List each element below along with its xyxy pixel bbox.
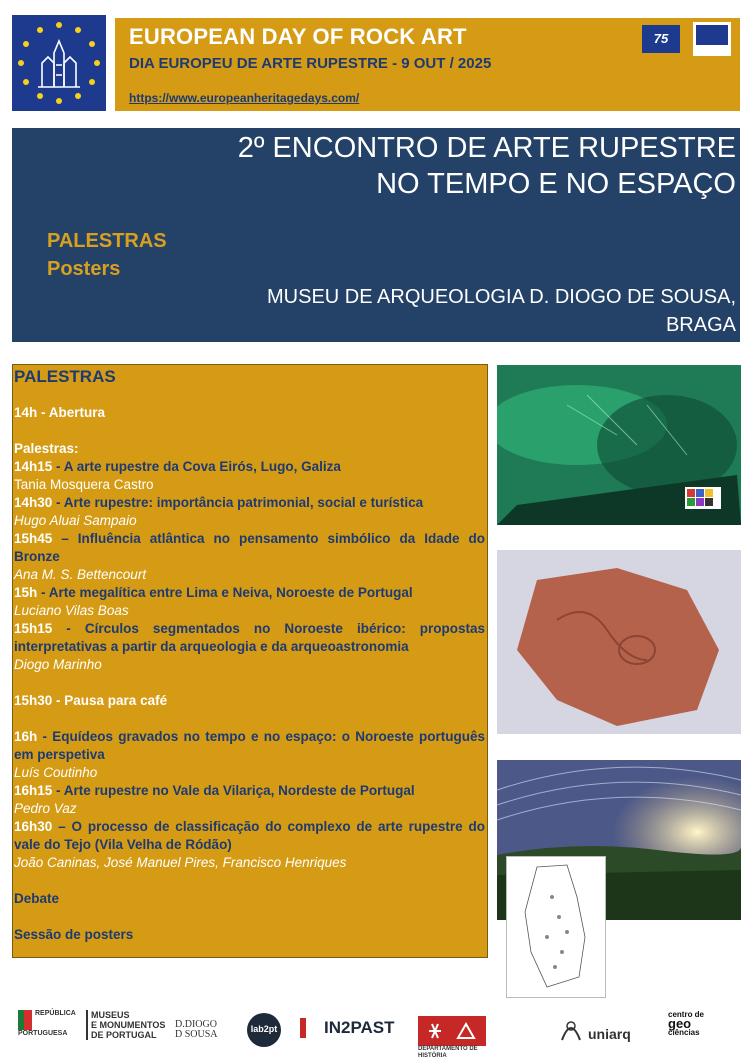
partner-logos-row (0, 1010, 750, 1059)
opening-item: 14h - Abertura (14, 405, 106, 420)
european-heritage-days-logo (12, 15, 106, 111)
talk-time: 16h15 (14, 783, 53, 798)
centro-geociencias-logo (668, 1010, 738, 1050)
european-union-flag-icon (693, 22, 731, 56)
talk-time: 16h30 (14, 819, 53, 834)
talk-item (14, 530, 485, 566)
museu-d-diogo-sousa-logo (175, 1020, 235, 1060)
coffee-break-item: 15h30 - Pausa para café (14, 693, 168, 708)
talk-item (14, 818, 485, 854)
geo-line-2: geo (668, 1016, 692, 1031)
talk-item (14, 620, 485, 656)
museus-line-1: MUSEUS (91, 1010, 130, 1020)
lab2pt-text: lab2pt (250, 1024, 278, 1034)
republica-line-1: REPÚBLICA (35, 1010, 76, 1017)
museum-name: MUSEU DE ARQUEOLOGIA D. DIOGO DE SOUSA, (267, 286, 736, 308)
header-band (115, 18, 740, 111)
debate-item: Debate (14, 891, 60, 906)
talk-speaker: João Caninas, José Manuel Pires, Francisco Henriques (14, 855, 347, 870)
talk-time: 14h15 (14, 459, 53, 474)
museus-line-2: E MONUMENTOS (91, 1020, 166, 1030)
talk-time: 15h45 (14, 531, 53, 546)
talk-item (14, 728, 485, 764)
event-title-box (12, 128, 740, 342)
palestras-label: PALESTRAS (47, 230, 167, 252)
talk-separator: - (37, 729, 53, 744)
talk-title: Arte rupestre no Vale da Vilariça, Nordeste de Portugal (63, 783, 415, 798)
talk-separator: - (52, 459, 64, 474)
departamento-historia-logo (418, 1016, 538, 1059)
talks-list-afternoon (14, 728, 485, 872)
talk-title: Círculos segmentados no Noroeste ibérico: propostas interpretativas a partir da arqueologia e da arqueoastronomia (14, 621, 485, 654)
talk-item (14, 458, 485, 476)
council-of-europe-75-badge (642, 25, 680, 53)
lab2pt-logo (246, 1012, 282, 1052)
event-subtitle: DIA EUROPEU DE ARTE RUPESTRE - 9 OUT / 2025 (129, 55, 492, 72)
palestras-subheading: Palestras: (14, 441, 79, 456)
talk-speaker: Pedro Vaz (14, 801, 77, 816)
talk-separator: – (52, 531, 78, 546)
in2past-text: IN2PAST (300, 1018, 402, 1038)
uniarq-logo (558, 1014, 648, 1054)
event-title: EUROPEAN DAY OF ROCK ART (129, 24, 467, 49)
talk-item (14, 782, 485, 800)
event-url-link[interactable]: https://www.europeanheritagedays.com/ (129, 91, 360, 105)
talk-title: A arte rupestre da Cova Eirós, Lugo, Galiza (63, 459, 341, 474)
talk-item (14, 494, 485, 512)
talk-title: Arte megalítica entre Lima e Neiva, Noroeste de Portugal (48, 585, 413, 600)
site-map-inset (506, 856, 606, 998)
talk-speaker: Hugo Aluai Sampaio (14, 513, 137, 528)
republica-line-2: PORTUGUESA (18, 1030, 68, 1037)
talk-title: Influência atlântica no pensamento simbólico da Idade do Bronze (14, 531, 485, 564)
geo-line-1: centro de (668, 1010, 705, 1019)
talk-speaker: Diogo Marinho (14, 657, 102, 672)
dept-line-2: HISTÓRIA (418, 1053, 447, 1059)
talk-separator: - (52, 783, 64, 798)
talk-time: 15h (14, 585, 38, 600)
city-name: BRAGA (665, 314, 736, 336)
ddiogo-line-2: D SOUSA (175, 1029, 218, 1040)
main-title-line-2: NO TEMPO E NO ESPAÇO (376, 168, 736, 200)
geo-line-3: ciências (668, 1028, 700, 1037)
talk-time: 16h (14, 729, 38, 744)
talk-separator: – (52, 819, 72, 834)
talk-separator: - (52, 495, 64, 510)
cave-rock-art-photo (497, 365, 741, 525)
museus-line-3: DE PORTUGAL (91, 1030, 157, 1040)
talks-list-morning (14, 458, 485, 674)
engraved-stone-photo (497, 550, 741, 734)
talk-separator: - (52, 621, 85, 636)
poster-session-item: Sessão de posters (14, 927, 134, 942)
talk-item (14, 584, 485, 602)
talk-speaker: Luís Coutinho (14, 765, 98, 780)
talk-title: O processo de classificação do complexo de arte rupestre do vale do Tejo (Vila Velha de Ródão) (14, 819, 485, 852)
talk-speaker: Luciano Vilas Boas (14, 603, 129, 618)
dept-line-1: DEPARTAMENTO DE (418, 1046, 478, 1052)
uniarq-text: uniarq (588, 1026, 631, 1042)
talk-title: Arte rupestre: importância patrimonial, social e turística (63, 495, 424, 510)
talk-speaker: Ana M. S. Bettencourt (14, 567, 147, 582)
talk-time: 14h30 (14, 495, 53, 510)
republica-portuguesa-logo (18, 1010, 80, 1050)
posters-label: Posters (47, 258, 121, 280)
program-box (12, 364, 488, 958)
museus-monumentos-logo (86, 1010, 166, 1050)
badge-number: 75 (653, 31, 669, 46)
program-heading: PALESTRAS (14, 367, 116, 386)
talk-speaker: Tania Mosquera Castro (14, 477, 154, 492)
talk-separator: - (37, 585, 49, 600)
talk-time: 15h15 (14, 621, 53, 636)
in2past-logo (300, 1018, 402, 1058)
main-title-line-1: 2º ENCONTRO DE ARTE RUPESTRE (237, 132, 736, 164)
talk-title: Equídeos gravados no tempo e no espaço: o Noroeste português em perspetiva (14, 729, 485, 762)
ddiogo-line-1: D.DIOGO (175, 1019, 217, 1030)
